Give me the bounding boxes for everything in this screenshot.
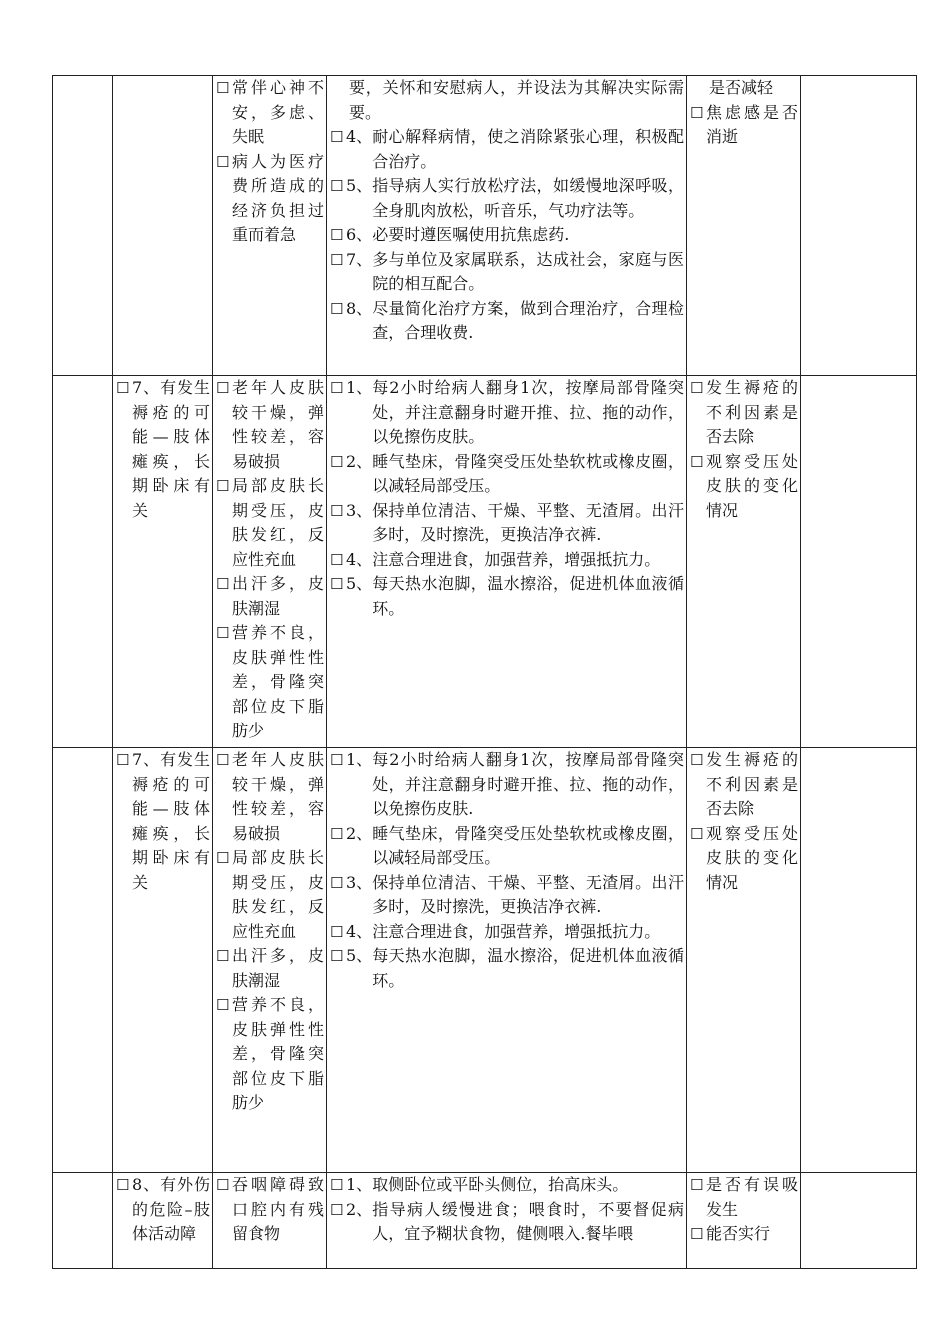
factor-item: ☐ 老年人皮肤较干燥，弹性较差，容易破损 [216,378,324,471]
checkbox[interactable]: ☐ [216,849,230,867]
factors-cell [213,376,327,748]
checkbox[interactable]: ☐ [116,379,130,397]
checkbox[interactable]: ☐ [330,379,344,397]
table-row [53,1173,917,1269]
measure-item: ☐ 6、 必要时遵医嘱使用抗焦虑药. [330,223,684,248]
checkbox[interactable]: ☐ [330,550,344,569]
checkbox[interactable]: ☐ [216,751,230,769]
measure-item: ☐ 5、 每天热水泡脚，温水擦浴，促进机体血液循环。 [330,574,684,618]
checkbox[interactable]: ☐ [116,751,130,769]
factors-cell [213,1173,327,1269]
checkbox[interactable]: ☐ [216,947,230,965]
signature-cell [801,76,917,376]
checkbox[interactable]: ☐ [216,575,230,593]
checkbox[interactable]: ☐ [330,501,344,520]
evaluation-item: ☐ 发生褥疮的不利因素是否去除 [690,750,798,818]
signature-cell [801,748,917,1173]
measure-item: ☐ 5、 指导病人实行放松疗法，如缓慢地深呼吸，全身肌肉放松，听音乐，气功疗法等。 [330,176,684,220]
checkbox[interactable]: ☐ [216,79,230,97]
measures-cell [327,1173,687,1269]
evaluation-cell [687,76,801,376]
checkbox[interactable]: ☐ [690,824,704,843]
evaluation-item: ☐ 能否实行 [690,1222,798,1247]
measure-item: ☐ 1、 每2小时给病人翻身1次，按摩局部骨隆突处，并注意翻身时避开推、拉、拖的动作，以免擦伤皮肤. [330,750,684,818]
diagnosis-cell [113,748,213,1173]
evaluation-item: ☐ 是否有误吸发生 [690,1175,798,1219]
evaluation-item: ☐ 发生褥疮的不利因素是否去除 [690,378,798,446]
checkbox[interactable]: ☐ [330,1176,344,1194]
checkbox[interactable]: ☐ [690,1225,704,1243]
checkbox[interactable]: ☐ [216,624,230,642]
table-row [53,76,917,376]
measure-item: ☐ 3、 保持单位清洁、干燥、平整、无渣屑。出汗多时，及时擦洗，更换洁净衣裤. [330,872,684,916]
checkbox[interactable]: ☐ [330,922,344,941]
measure-item: ☐ 4、 耐心解释病情，使之消除紧张心理，积极配合治疗。 [330,127,684,171]
nursing-care-plan-table [52,75,917,1269]
factor-item: ☐ 局部皮肤长期受压，皮肤发红，反应性充血 [216,848,324,941]
checkbox[interactable]: ☐ [690,103,704,122]
signature-cell [801,1173,917,1269]
measure-item: ☐ 4、 注意合理进食，加强营养，增强抵抗力。 [330,920,684,945]
factor-item: ☐ 常伴心神不安，多虑、失眠 [216,78,324,146]
factor-item: ☐ 局部皮肤长期受压，皮肤发红，反应性充血 [216,476,324,569]
checkbox[interactable]: ☐ [690,751,704,769]
checkbox[interactable]: ☐ [330,751,344,769]
signature-cell [801,376,917,748]
factor-item: ☐ 吞咽障碍致口腔内有残留食物 [216,1175,324,1243]
checkbox[interactable]: ☐ [216,1176,230,1194]
checkbox[interactable]: ☐ [116,1176,130,1194]
date-cell [53,76,113,376]
table-row [53,748,917,1173]
factor-item: ☐ 营养不良，皮肤弹性性差，骨隆突部位皮下脂肪少 [216,623,324,740]
table-row [53,376,917,748]
checkbox[interactable]: ☐ [330,299,344,318]
factor-item: ☐ 病人为医疗费所造成的经济负担过重而着急 [216,151,324,244]
checkbox[interactable]: ☐ [330,250,344,269]
measure-continuation: 要，关怀和安慰病人，并设法为其解决实际需要。 [349,78,684,122]
checkbox[interactable]: ☐ [330,575,344,593]
checkbox[interactable]: ☐ [330,947,344,965]
evaluation-cell [687,1173,801,1269]
measure-item: ☐ 2、 指导病人缓慢进食；喂食时，不要督促病人，宜予糊状食物，健侧喂入.餐毕喂 [330,1199,684,1243]
measure-item: ☐ 2、 睡气垫床，骨隆突受压处垫软枕或橡皮圈，以减轻局部受压。 [330,451,684,495]
measures-cell [327,76,687,376]
measure-item: ☐ 4、 注意合理进食，加强营养，增强抵抗力。 [330,548,684,573]
checkbox[interactable]: ☐ [330,128,344,146]
diagnosis-item: ☐ 7、有发生褥疮的可能—肢体瘫痪，长期卧床有关 [116,750,210,892]
factors-cell [213,76,327,376]
checkbox[interactable]: ☐ [216,477,230,495]
checkbox[interactable]: ☐ [330,177,344,195]
factor-item: ☐ 出汗多，皮肤潮湿 [216,946,324,990]
measure-item: ☐ 2、 睡气垫床，骨隆突受压处垫软枕或橡皮圈，以减轻局部受压。 [330,823,684,867]
date-cell [53,1173,113,1269]
measure-item: ☐ 1、 取侧卧位或平卧头侧位，抬高床头。 [330,1173,684,1198]
measure-item: ☐ 3、 保持单位清洁、干燥、平整、无渣屑。出汗多时，及时擦洗，更换洁净衣裤. [330,500,684,544]
care-plan-body [53,76,917,1269]
factor-item: ☐ 出汗多，皮肤潮湿 [216,574,324,618]
factor-item: ☐ 营养不良，皮肤弹性性差，骨隆突部位皮下脂肪少 [216,995,324,1112]
measure-item: ☐ 8、 尽量简化治疗方案，做到合理治疗，合理检查，合理收费. [330,298,684,342]
checkbox[interactable]: ☐ [690,452,704,471]
checkbox[interactable]: ☐ [330,824,344,843]
checkbox[interactable]: ☐ [216,152,230,171]
evaluation-item: ☐ 焦虑感是否消逝 [690,102,798,146]
measures-cell [327,376,687,748]
date-cell [53,376,113,748]
factors-cell [213,748,327,1173]
checkbox[interactable]: ☐ [216,379,230,397]
measure-item: ☐ 5、 每天热水泡脚，温水擦浴，促进机体血液循环。 [330,946,684,990]
evaluation-item: ☐ 观察受压处皮肤的变化情况 [690,823,798,892]
evaluation-item: ☐ 观察受压处皮肤的变化情况 [690,451,798,520]
checkbox[interactable]: ☐ [216,996,230,1014]
evaluation-cell [687,748,801,1173]
date-cell [53,748,113,1173]
diagnosis-cell [113,1173,213,1269]
evaluation-continuation: 是否减轻 [709,78,774,97]
measures-cell [327,748,687,1173]
checkbox[interactable]: ☐ [690,1176,704,1194]
checkbox[interactable]: ☐ [330,1200,344,1219]
checkbox[interactable]: ☐ [690,379,704,397]
diagnosis-cell [113,376,213,748]
diagnosis-item: ☐ 7、有发生褥疮的可能—肢体瘫痪，长期卧床有关 [116,378,210,520]
factor-item: ☐ 老年人皮肤较干燥，弹性较差，容易破损 [216,750,324,843]
diagnosis-item: ☐ 8、有外伤的危险–肢体活动障 [116,1175,210,1243]
checkbox[interactable]: ☐ [330,452,344,471]
diagnosis-cell [113,76,213,376]
checkbox[interactable]: ☐ [330,226,344,244]
evaluation-cell [687,376,801,748]
measure-item: ☐ 1、 每2小时给病人翻身1次，按摩局部骨隆突处，并注意翻身时避开推、拉、拖的动作，以免擦伤皮肤。 [330,378,684,446]
checkbox[interactable]: ☐ [330,873,344,892]
measure-item: ☐ 7、 多与单位及家属联系，达成社会，家庭与医院的相互配合。 [330,249,684,293]
